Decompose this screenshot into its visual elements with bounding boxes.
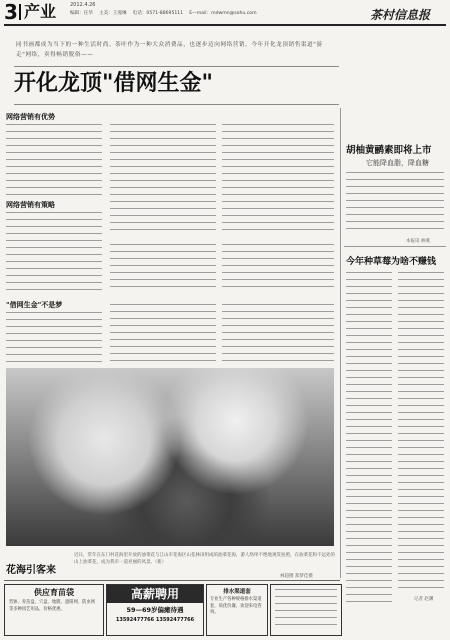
headline-rule bbox=[14, 66, 339, 67]
article2-author: 记者 赵渊 bbox=[414, 597, 434, 602]
article-body-col2-b bbox=[110, 244, 216, 292]
ad3-title: 排水渠道套 bbox=[223, 589, 251, 595]
ad2-phone: 13592477766 13592477766 bbox=[115, 617, 195, 623]
sidebar-title: 胡柚黄鹂素即将上市 bbox=[346, 145, 432, 156]
ad-recruitment bbox=[106, 584, 204, 636]
photo-caption: 近日，常年在东门村花海里开放的油菜花与江山市花海区山花林田组成的油菜花海，游人络绎不绝地观赏拍照，在油菜花和不远处的山上油菜花，成为我市一道亮丽的风景。（新） bbox=[74, 553, 335, 565]
section-divider bbox=[19, 4, 21, 20]
ad-drainage bbox=[206, 584, 268, 636]
ad1-body: 营钵、育苗盘、穴盘、地膜、遮阳网、防虫网等多种园艺用品，价格优惠。 bbox=[9, 600, 95, 612]
masthead-rule bbox=[4, 24, 446, 26]
article-body-col3-b bbox=[222, 244, 334, 292]
ad-seedling-bags bbox=[4, 584, 104, 636]
issue-date: 2012.4.26 bbox=[70, 2, 96, 8]
article-body-col2-a bbox=[110, 124, 216, 236]
ad1-title: 供应育苗袋 bbox=[34, 588, 74, 597]
headline: 开化龙顶"借网生金" bbox=[14, 71, 213, 96]
photo-author: 林超摄 郑梦佳摄 bbox=[280, 574, 313, 579]
photo-label bbox=[6, 558, 56, 577]
sidebar-bottom-rule bbox=[344, 246, 446, 247]
article-body-col1-c bbox=[6, 312, 102, 364]
editor-credits: 编辑：任华 主美：王漫琳 电话：0571-88695111 E—mail：mdwmn@sohu.com bbox=[70, 11, 257, 16]
page-number: 3 bbox=[4, 0, 18, 24]
section-name: 产业 bbox=[24, 2, 57, 21]
ad4-body bbox=[275, 589, 337, 629]
photo-label-text: 花海引客来 bbox=[6, 565, 56, 576]
ad2-line: 59—69岁偏瘫待遇 bbox=[126, 606, 184, 614]
paper-name: 茶村信息报 bbox=[370, 8, 431, 22]
sidebar-author: 本报讯 林燕 bbox=[406, 239, 430, 244]
subhead-not-easy: "借网生金"不是梦 bbox=[6, 301, 63, 309]
ads-top-rule bbox=[4, 580, 340, 581]
article-body-col3-a bbox=[222, 124, 334, 236]
lead-quote: 同书画都成为当下的一种生活时尚。茶叶作为一种大众消费品，也逐步迈向网络营销。今年开化龙顶销售渠道"游走"网络，卖得畅销脱俗—— bbox=[16, 42, 323, 58]
sidebar-body bbox=[346, 172, 444, 234]
ad2-title: 高薪聘用 bbox=[107, 585, 203, 603]
article2-body-left bbox=[346, 272, 392, 602]
column-divider bbox=[340, 108, 341, 578]
headline-underline bbox=[14, 104, 339, 105]
flower-sea-photo bbox=[6, 368, 334, 546]
ad3-body: 专业生产各种规格排水渠道套，质优价廉，欢迎来电咨询。 bbox=[210, 597, 262, 615]
ad-misc bbox=[270, 584, 342, 636]
sidebar-subtitle: 它能降血脂，降血糖 bbox=[366, 159, 429, 167]
article2-body-right bbox=[398, 272, 444, 592]
subhead-advantage: 网络营销有优势 bbox=[6, 113, 55, 121]
article-body-col3-c bbox=[222, 304, 334, 364]
article-body-col1-a bbox=[6, 124, 102, 196]
masthead bbox=[0, 0, 450, 30]
article2-title: 今年种草莓为啥不赚钱 bbox=[346, 257, 437, 267]
article-body-col2-c bbox=[110, 304, 216, 364]
article-body-col1-b bbox=[6, 212, 102, 292]
subhead-strategy: 网络营销有策略 bbox=[6, 201, 55, 209]
